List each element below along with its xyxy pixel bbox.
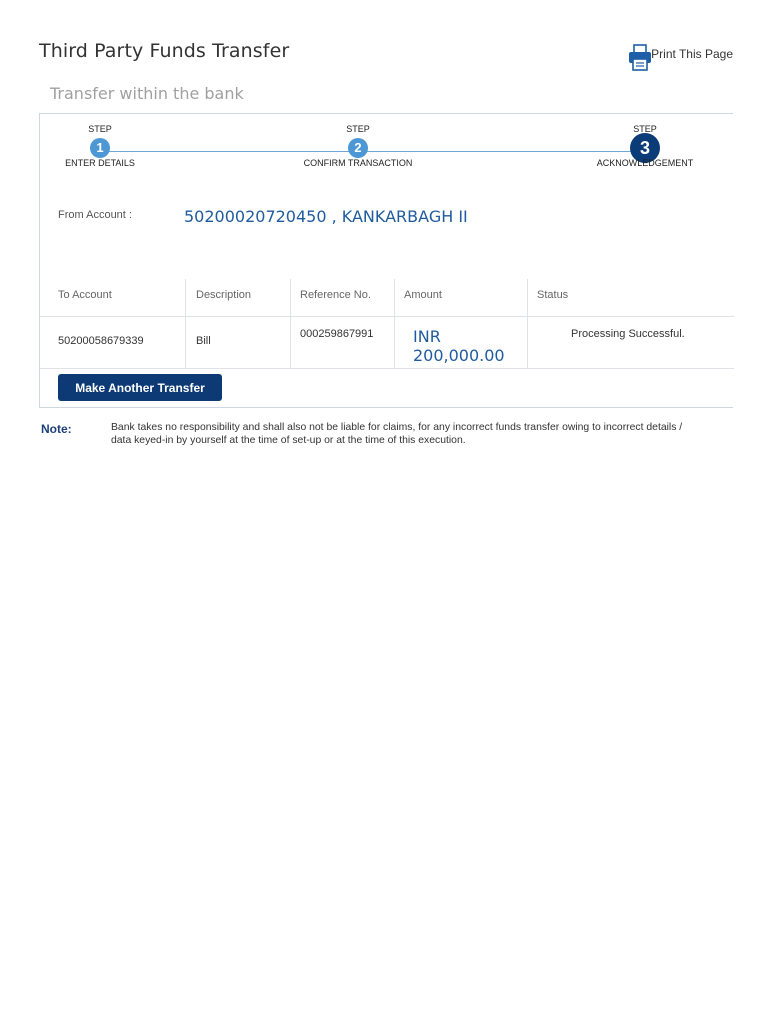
header-to-account: To Account [58, 289, 112, 301]
step-label: ENTER DETAILS [65, 158, 135, 168]
step-number-circle: 1 [90, 138, 110, 158]
transaction-table [40, 279, 734, 369]
description-value: Bill [185, 317, 290, 368]
step-label: CONFIRM TRANSACTION [303, 158, 413, 168]
page-title: Third Party Funds Transfer [39, 40, 290, 62]
print-page-label: Print This Page [651, 47, 733, 61]
from-account-value: 50200020720450 , KANKARBAGH II [184, 207, 468, 226]
printer-icon [628, 44, 652, 72]
note-text: Bank takes no responsibility and shall also not be liable for claims, for any incorrect funds transfer owing to incorrect details / data keyed-in by yourself at the time of set-up or at the time of this execution. [111, 422, 683, 446]
amount-cell [394, 317, 527, 368]
reference-no-value: 000259867991 [290, 317, 394, 368]
step-number-circle: 2 [348, 138, 368, 158]
step-label: ACKNOWLEDGEMENT [596, 158, 694, 168]
step-confirm-transaction [288, 124, 428, 168]
table-header-row [40, 279, 734, 316]
amount-value: 200,000.00 [413, 346, 505, 365]
step-acknowledgement [575, 124, 715, 168]
table-row [40, 316, 734, 369]
header-reference-no: Reference No. [290, 279, 394, 316]
note-label: Note: [41, 422, 72, 436]
step-word: STEP [633, 124, 657, 134]
step-enter-details [30, 124, 170, 168]
status-value: Processing Successful. [527, 317, 734, 368]
header-description: Description [185, 279, 290, 316]
transfer-acknowledgement-panel [39, 113, 733, 408]
make-another-transfer-button[interactable]: Make Another Transfer [58, 374, 222, 401]
to-account-value: 50200058679339 [58, 335, 144, 347]
from-account-label: From Account : [58, 209, 132, 221]
step-word: STEP [346, 124, 370, 134]
header-status: Status [527, 279, 734, 316]
page-subtitle: Transfer within the bank [50, 84, 244, 103]
print-page-link[interactable] [628, 44, 733, 72]
step-word: STEP [88, 124, 112, 134]
amount-currency: INR [413, 327, 441, 346]
step-number-circle-active: 3 [631, 134, 659, 162]
header-amount: Amount [394, 279, 527, 316]
